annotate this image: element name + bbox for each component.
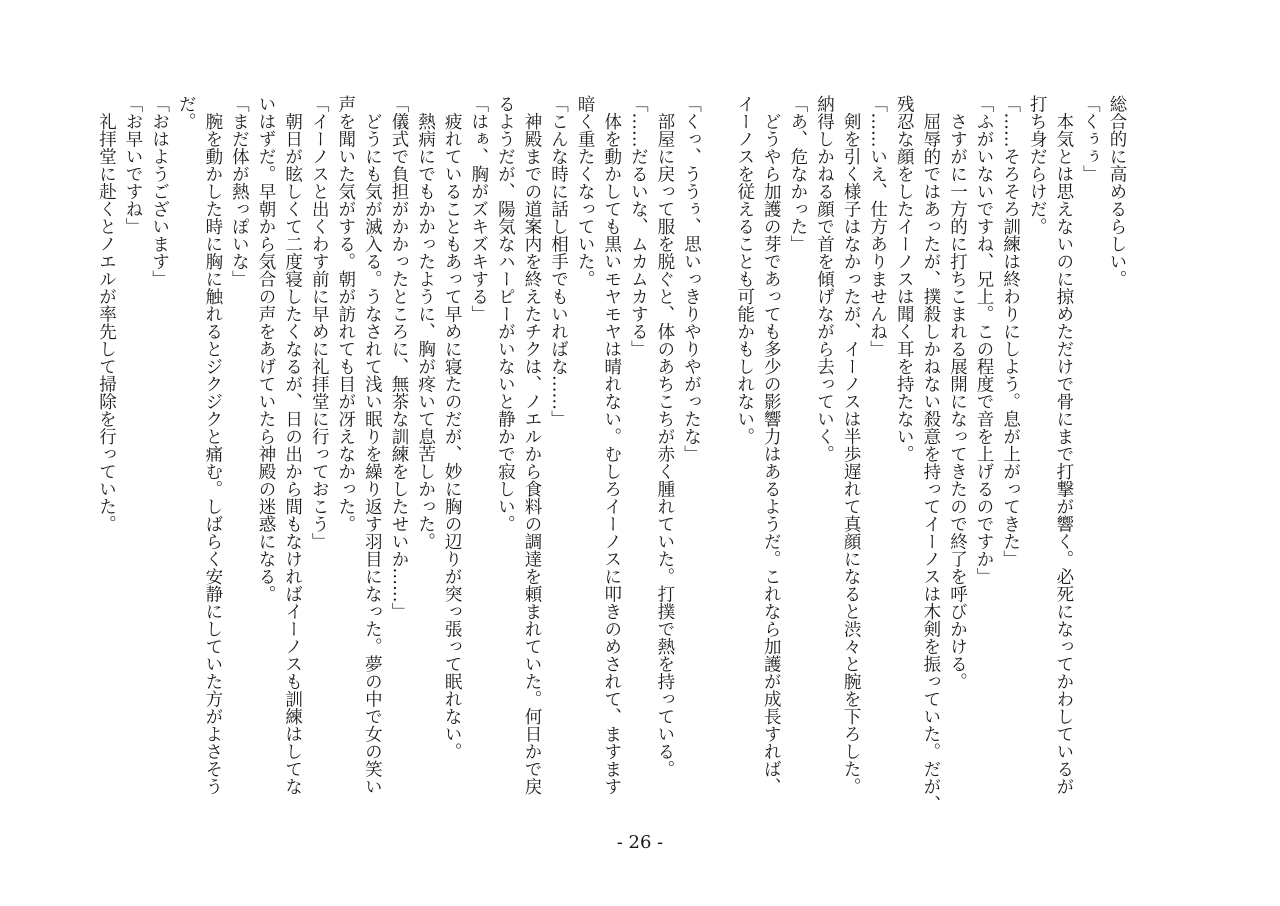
text-line: 「儀式で負担がかかったところに、無茶な訓練をしたせいか……」	[388, 95, 409, 620]
text-line: 「……だるいな、ムカムカする」	[628, 95, 649, 358]
text-line: 総合的に高めるらしい。	[1107, 95, 1127, 288]
text-line: 声を聞いた気がする。朝が訪れても目が冴えなかった。	[335, 95, 356, 533]
text-line: 「おはようございます」	[149, 95, 170, 288]
text-line: 朝日が眩しくて二度寝したくなるが、日の出から間もなければイーノスも訓練はしてな	[282, 95, 303, 795]
text-line: 「はぁ、胸がズキズキする」	[468, 95, 489, 323]
text-line: いはずだ。早朝から気合の声をあげていたら神殿の迷惑になる。	[256, 95, 276, 603]
text-line: 「あ、危なかった」	[787, 95, 808, 253]
text-line: 剣を引く様子はなかったが、イーノスは半歩遅れて真顔になると渋々と腕を下ろした。	[841, 95, 862, 795]
text-line: 「……いえ、仕方ありませんね」	[867, 95, 888, 358]
text-line: 「まだ体が熱っぽいな」	[229, 95, 250, 288]
text-line: 暗く重たくなっていた。	[575, 95, 596, 288]
text-line: イーノスを従えることも可能かもしれない。	[734, 95, 755, 445]
page-number: - 26 -	[616, 832, 664, 853]
text-line: 神殿までの道案内を終えたチクは、ノエルから食料の調達を頼まれていた。何日かで戻	[521, 95, 542, 795]
text-line: 「……そろそろ訓練は終わりにしよう。息が上がってきた」	[1000, 95, 1021, 568]
text-line: だ。	[176, 95, 197, 130]
text-line: 「ふがいないですね、兄上。この程度で音を上げるのですか」	[974, 95, 995, 585]
text-line: 礼拝堂に赴くとノエルが率先して掃除を行っていた。	[96, 95, 117, 533]
text-line: 「こんな時に話し相手でもいればな……」	[548, 95, 569, 428]
text-line: 体を動かしても黒いモヤモヤは晴れない。むしろイーノスに叩きのめされて、ますます	[601, 95, 622, 795]
text-line: 腕を動かした時に胸に触れるとジクジクと痛む。しばらく安静にしていた方がよさそう	[202, 95, 223, 795]
text-line: 「くぅぅ」	[1080, 95, 1101, 183]
text-line: 打ち身だらけだ。	[1027, 95, 1048, 235]
text-line: 「くっ、ううぅ、思いっきりやりやがったな」	[681, 95, 702, 463]
text-line	[705, 95, 732, 815]
text-line: 疲れていることもあって早めに寝たのだが、妙に胸の辺りが突っ張って眠れない。	[442, 95, 463, 760]
text-line: 「お早いですね」	[123, 95, 144, 235]
text-line: さすがに一方的に打ちこまれる展開になってきたので終了を呼びかける。	[947, 95, 968, 690]
text-line: 本気とは思えないのに掠めただけで骨にまで打撃が響く。必死になってかわしているが	[1053, 95, 1074, 795]
text-line: 納得しかねる顔で首を傾げながら去っていく。	[814, 95, 835, 463]
text-line: 部屋に戻って服を脱ぐと、体のあちこちが赤く腫れていた。打撲で熱を持っている。	[654, 95, 675, 778]
text-line: 屈辱的ではあったが、撲殺しかねない殺意を持ってイーノスは木剣を振っていた。だが、	[920, 95, 941, 813]
text-line: 熱病にでもかかったように、胸が疼いて息苦しかった。	[415, 95, 436, 550]
text-line: 残忍な顔をしたイーノスは聞く耳を持たない。	[894, 95, 915, 463]
text-line: るようだが、陽気なハーピーがいないと静かで寂しい。	[495, 95, 516, 533]
text-line: どうにも気が滅入る。うなされて浅い眠りを繰り返す羽目になった。夢の中で女の笑い	[362, 95, 383, 795]
text-line: どうやら加護の芽であっても多少の影響力はあるようだ。これなら加護が成長すれば、	[761, 95, 782, 795]
vertical-text-body	[93, 95, 1130, 815]
text-line: 「イーノスと出くわす前に早めに礼拝堂に行っておこう」	[309, 95, 330, 550]
